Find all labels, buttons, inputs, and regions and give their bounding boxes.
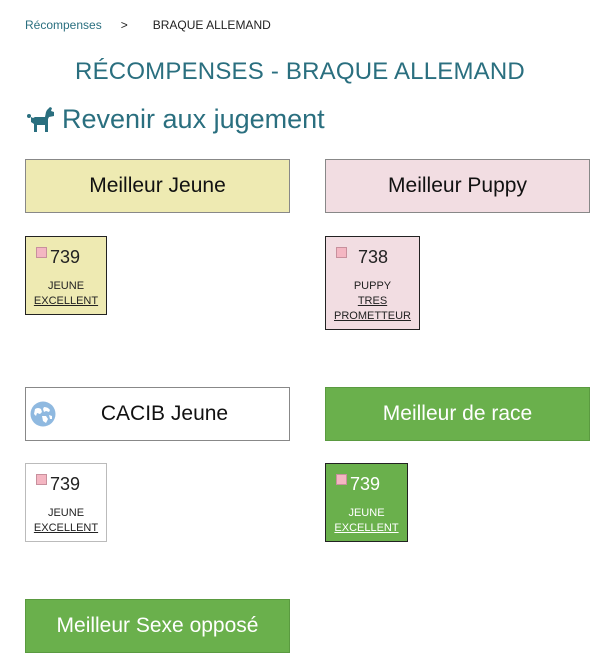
dog-category-label: JEUNE (348, 507, 385, 519)
award-title: Meilleur Jeune (89, 174, 226, 197)
award-header-meilleur-puppy (325, 159, 590, 213)
award-title: CACIB Jeune (100, 402, 229, 425)
status-square-icon (336, 247, 347, 258)
dog-card-meilleur-de-race[interactable] (325, 463, 408, 542)
dog-qualifier-link[interactable]: TRES (357, 295, 388, 307)
back-to-judging-link[interactable] (25, 104, 325, 135)
dog-category-label: JEUNE (47, 507, 85, 519)
dog-number: 739 (350, 474, 381, 494)
dog-category (26, 506, 106, 536)
dog-card-meilleur-puppy[interactable] (325, 236, 420, 330)
dog-card-cacib-jeune[interactable] (25, 463, 107, 542)
award-title: Meilleur Sexe opposé (56, 614, 259, 637)
dog-category-label: PUPPY (353, 280, 392, 292)
award-title: Meilleur Puppy (388, 174, 527, 197)
dog-qualifier-link[interactable]: EXCELLENT (33, 522, 99, 534)
dog-qualifier-link[interactable]: EXCELLENT (334, 522, 399, 534)
dog-qualifier-link[interactable]: PROMETTEUR (334, 310, 411, 322)
breadcrumb-home-link[interactable]: Récompenses (25, 18, 102, 32)
award-title: Meilleur de race (382, 402, 533, 425)
dog-number: 739 (50, 247, 81, 267)
breadcrumb-separator: > (120, 18, 128, 32)
dog-category-label: JEUNE (47, 280, 85, 292)
award-header-meilleur-sexe-oppose (25, 599, 290, 653)
dog-card-meilleur-jeune[interactable] (25, 236, 107, 315)
breadcrumb (25, 18, 271, 32)
dog-icon (25, 106, 55, 134)
dog-category (326, 506, 407, 536)
dog-number: 739 (50, 474, 81, 494)
dog-number: 738 (358, 247, 389, 267)
award-header-meilleur-jeune (25, 159, 290, 213)
back-link-label: Revenir aux jugement (62, 104, 325, 134)
page-title: RÉCOMPENSES - BRAQUE ALLEMAND (75, 58, 525, 85)
globe-icon (30, 401, 56, 427)
award-header-meilleur-de-race (325, 387, 590, 441)
dog-qualifier-link[interactable]: EXCELLENT (33, 295, 99, 307)
dog-category (26, 279, 106, 309)
status-square-icon (36, 474, 47, 485)
award-header-cacib-jeune (25, 387, 290, 441)
status-square-icon (36, 247, 47, 258)
status-square-icon (336, 474, 347, 485)
dog-category (326, 279, 419, 324)
breadcrumb-current: BRAQUE ALLEMAND (152, 18, 271, 32)
